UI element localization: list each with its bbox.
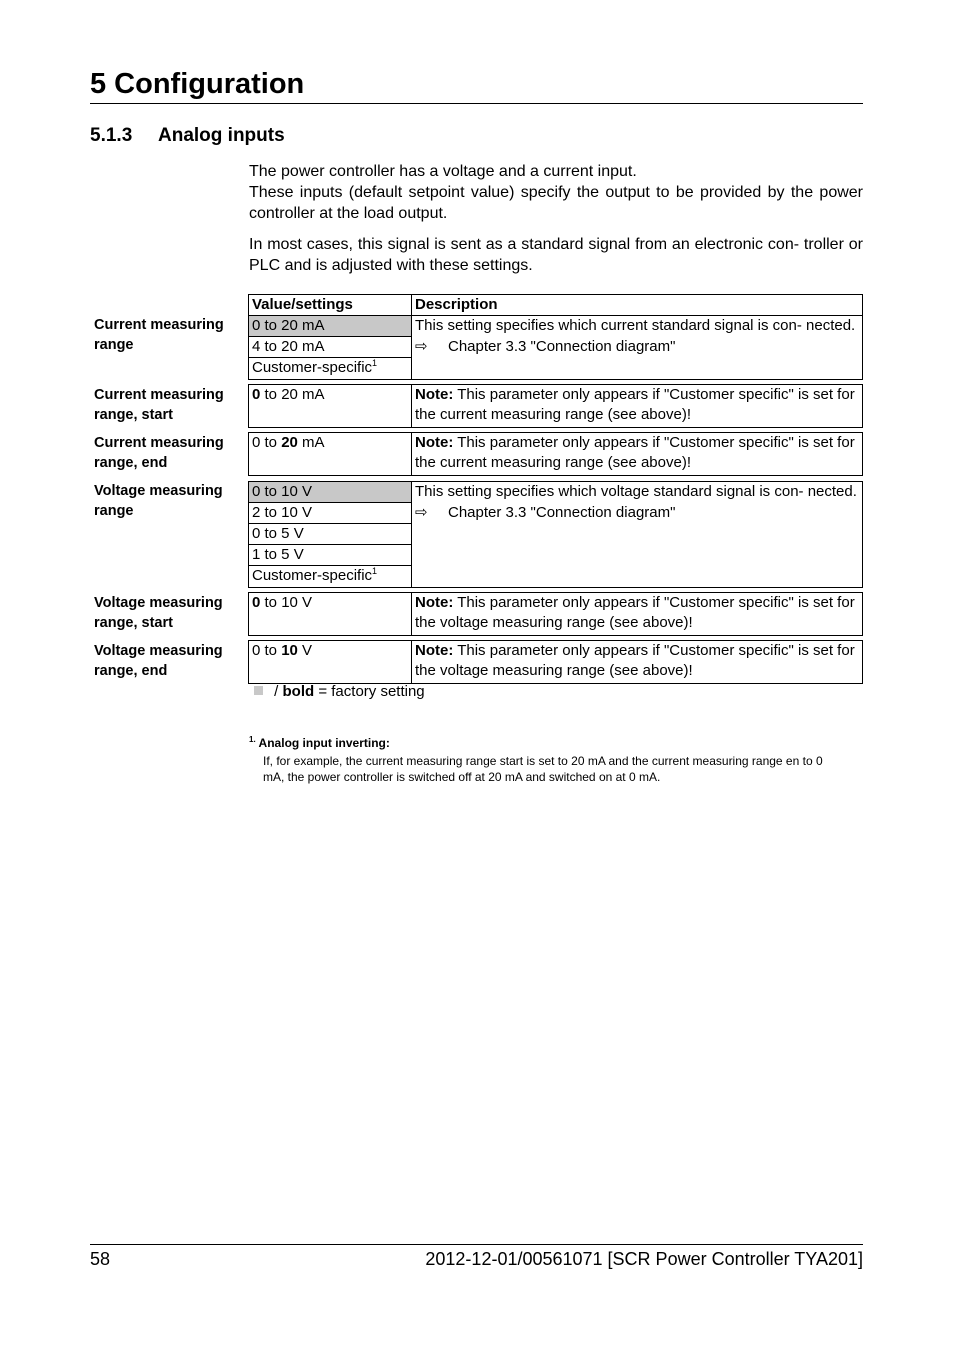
arrow-right-icon: ⇨ <box>415 503 428 521</box>
section-heading <box>90 123 285 149</box>
note-voltage-start: Note: This parameter only appears if "Customer specific" is set for the voltage measuring range (see above)! <box>412 593 863 636</box>
settings-table-current-range <box>248 294 863 380</box>
settings-table-voltage-end <box>248 640 863 684</box>
option-voltage-0-5: 0 to 5 V <box>249 524 412 545</box>
value-voltage-start: 0 to 10 V <box>249 593 412 636</box>
description-text: This setting specifies which current standard signal is con- nected. <box>415 317 856 334</box>
note-voltage-end: Note: This parameter only appears if "Customer specific" is set for the voltage measuring range (see above)! <box>412 641 863 684</box>
option-voltage-1-5: 1 to 5 V <box>249 545 412 566</box>
document-reference: 2012-12-01/00561071 [SCR Power Controller TYA201] <box>425 1249 863 1269</box>
section-number: 5.1.3 <box>90 125 133 146</box>
value-current-end: 0 to 20 mA <box>249 433 412 476</box>
footnote-body: If, for example, the current measuring range start is set to 20 mA and the current measuring range en to 0 mA, the power controller is switched off at 20 mA and switched on at 0 mA. <box>263 754 823 784</box>
option-voltage-customer: Customer-specific$^1$ <box>249 566 412 588</box>
chapter-reference <box>415 337 859 357</box>
value-current-start: 0 to 20 mA <box>249 385 412 428</box>
option-current-4-20: 4 to 20 mA <box>249 337 412 358</box>
intro-paragraph-2: In most cases, this signal is sent as a standard signal from an electronic con- troller or PLC and is adjusted with these settings. <box>249 236 863 274</box>
description-current-range <box>412 316 863 380</box>
reference-text: Chapter 3.3 "Connection diagram" <box>448 503 676 521</box>
option-voltage-0-10: 0 to 10 V <box>249 482 412 503</box>
value-voltage-end: 0 to 10 V <box>249 641 412 684</box>
note-current-start: Note: This parameter only appears if "Customer specific" is set for the current measuring range (see above)! <box>412 385 863 428</box>
settings-table-voltage-range <box>248 481 863 588</box>
footnote-number: 1. <box>249 735 256 744</box>
label-voltage-start: Voltage measuring range, start <box>94 595 223 631</box>
section-title: Analog inputs <box>158 125 285 146</box>
page-number: 58 <box>90 1249 111 1269</box>
label-voltage-range: Voltage measuring range <box>94 483 223 519</box>
intro-paragraph <box>249 161 863 224</box>
note-current-end: Note: This parameter only appears if "Customer specific" is set for the current measuring range (see above)! <box>412 433 863 476</box>
description-text: This setting specifies which voltage standard signal is con- nected. <box>415 483 857 500</box>
reference-text: Chapter 3.3 "Connection diagram" <box>448 337 676 355</box>
chapter-reference <box>415 503 859 523</box>
footnote-mark: 1 <box>372 357 378 368</box>
option-current-0-20: 0 to 20 mA <box>249 316 412 337</box>
settings-table-current-start <box>248 384 863 428</box>
label-current-range: Current measuring range <box>94 317 224 353</box>
option-current-customer: Customer-specific$^1$ <box>249 357 412 379</box>
footnote-mark: 1 <box>372 566 378 576</box>
description-voltage-range <box>412 482 863 588</box>
arrow-right-icon: ⇨ <box>415 337 428 355</box>
intro-line-2: These inputs (default setpoint value) specify the output to be provided by the power controller at the load output. <box>249 184 863 222</box>
table-header-value: Value/settings <box>249 295 412 316</box>
label-current-start: Current measuring range, start <box>94 387 224 423</box>
intro-line-1: The power controller has a voltage and a current input. <box>249 163 637 180</box>
shaded-square-icon <box>254 686 263 695</box>
factory-setting-legend: / bold = factory setting <box>254 682 425 702</box>
label-current-end: Current measuring range, end <box>94 435 224 471</box>
header-rule <box>90 103 863 104</box>
settings-table-voltage-start <box>248 592 863 636</box>
chapter-title: 5 Configuration <box>90 68 305 100</box>
option-voltage-2-10: 2 to 10 V <box>249 503 412 524</box>
footnote-title: $^{1.}$ Analog input inverting: <box>249 735 390 750</box>
footer-rule <box>90 1244 863 1245</box>
settings-table-current-end <box>248 432 863 476</box>
label-voltage-end: Voltage measuring range, end <box>94 643 223 679</box>
table-header-description: Description <box>412 295 863 316</box>
